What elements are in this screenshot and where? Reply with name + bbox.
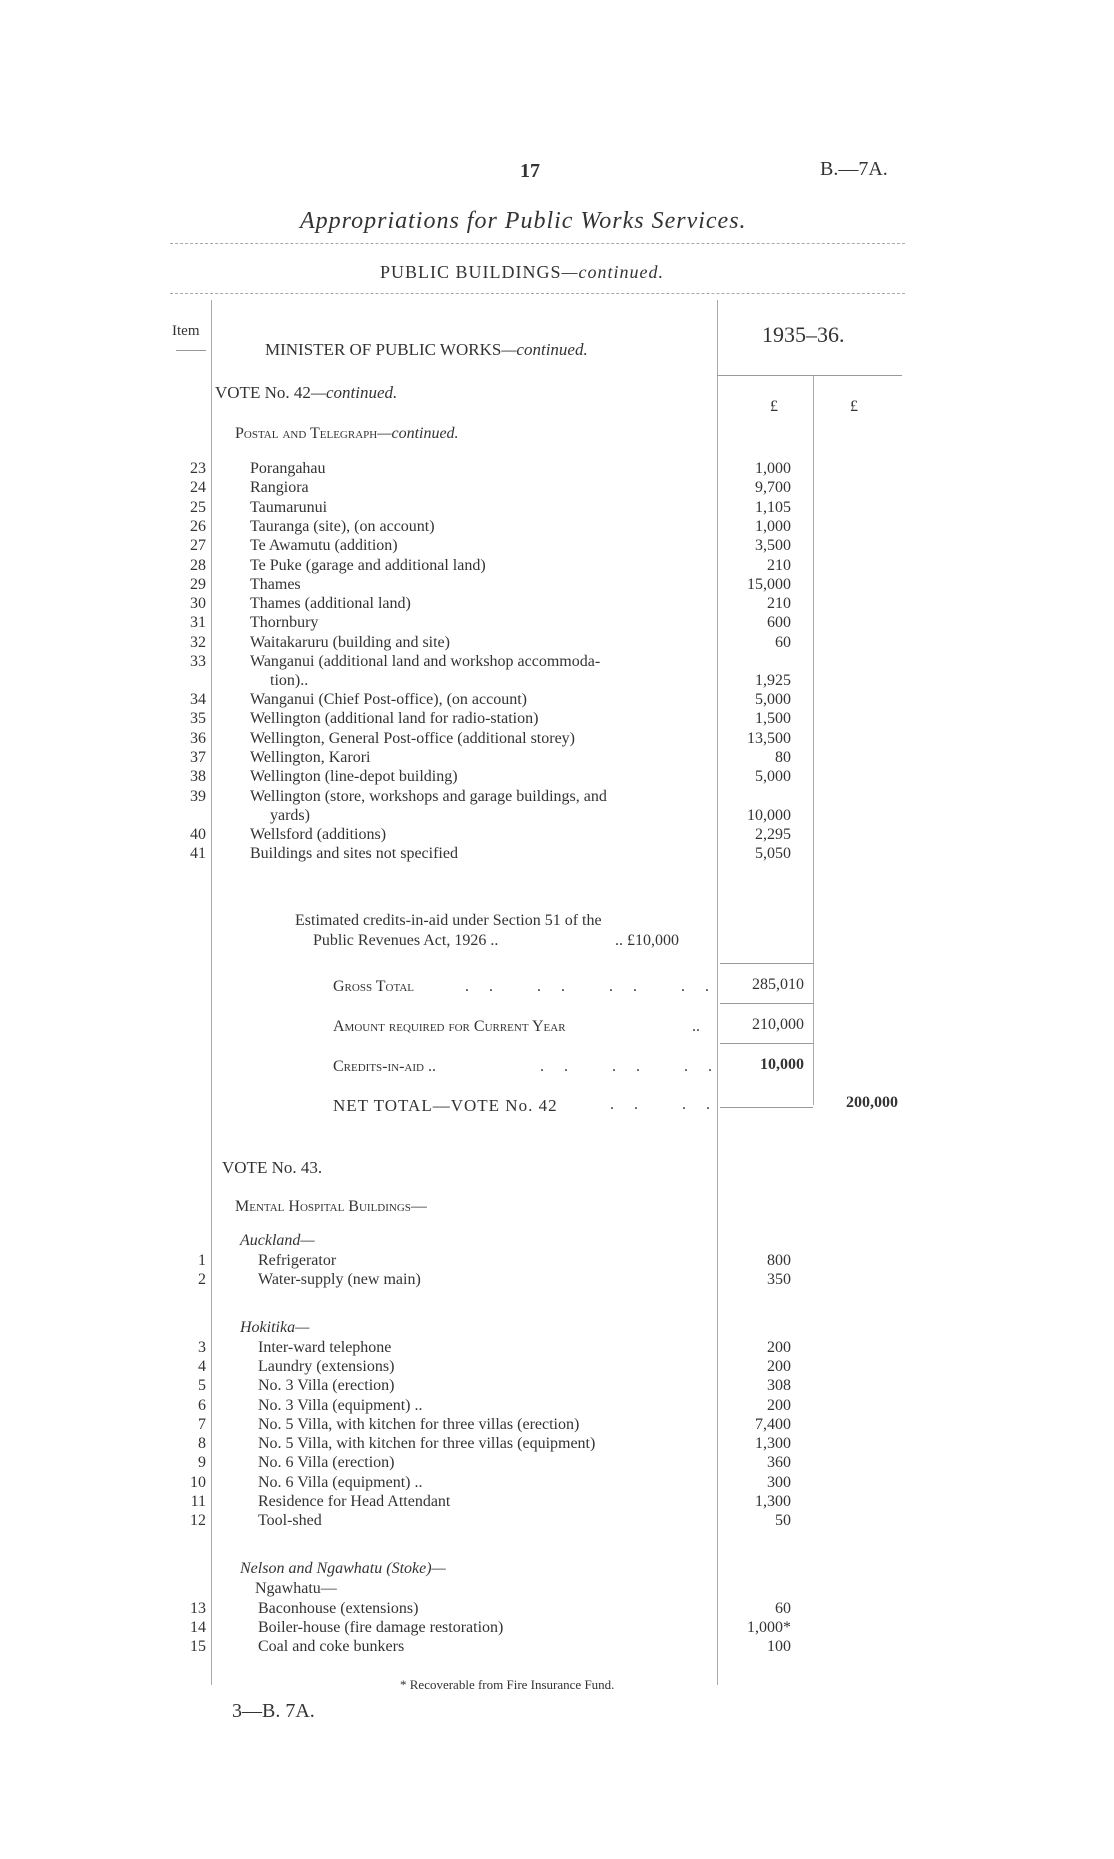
item-description: Water-supply (new main) [258, 1271, 421, 1289]
item-amount: 5,000 [755, 768, 791, 786]
item-amount: 50 [775, 1512, 791, 1530]
item-number: 12 [190, 1512, 206, 1530]
item-amount: 1,105 [755, 498, 791, 516]
item-description: No. 6 Villa (erection) [258, 1454, 395, 1472]
doc-reference: B.—7A. [820, 158, 888, 180]
postal-section-continued: —continued. [377, 425, 459, 442]
item-number: 3 [198, 1338, 206, 1356]
item-column-rule [211, 300, 212, 1685]
item-description: Rangiora [250, 479, 309, 497]
gross-total-label: Gross Total [333, 978, 415, 995]
item-amount: 1,300 [755, 1493, 791, 1510]
postal-section-heading [235, 425, 459, 443]
item-amount: 200 [767, 1338, 791, 1356]
item-header: Item [172, 323, 200, 339]
item-amount: 5,050 [755, 844, 791, 862]
item-number: 40 [190, 825, 206, 843]
item-amount: 80 [775, 748, 791, 766]
title-rule [170, 243, 905, 244]
credits-leaders: .. .. .. [540, 1058, 732, 1075]
item-number: 29 [190, 575, 206, 593]
item-amount: 10,000 [747, 806, 791, 824]
signature-mark: 3—B. 7A. [232, 1700, 315, 1722]
item-number: 15 [190, 1638, 206, 1656]
item-number: 4 [198, 1357, 206, 1375]
item-number: 30 [190, 595, 206, 613]
amount-required-leaders: .. [692, 1018, 700, 1035]
item-number: 14 [190, 1618, 206, 1636]
item-description: Buildings and sites not specified [250, 844, 458, 862]
item-amount: 100 [767, 1638, 791, 1656]
net-total-rule [720, 1107, 813, 1108]
credits-amount: 10,000 [760, 1056, 804, 1073]
item-number: 11 [190, 1493, 206, 1510]
item-description: No. 6 Villa (equipment) .. [258, 1473, 423, 1491]
item-description: Te Awamutu (addition) [250, 537, 398, 555]
net-total-amount: 200,000 [846, 1094, 898, 1111]
item-amount: 200 [767, 1396, 791, 1414]
item-number: 34 [190, 691, 206, 708]
item-number: 8 [198, 1435, 206, 1453]
item-amount: 60 [775, 1599, 791, 1617]
item-description: Thornbury [250, 614, 319, 632]
gross-total-leaders: .. .. .. .. [465, 978, 729, 995]
item-amount: 308 [767, 1377, 791, 1395]
item-amount: 1,000* [747, 1618, 791, 1636]
item-number: 37 [190, 748, 206, 766]
subtotal-column-rule [813, 375, 814, 1105]
item-description-continued: yards) [270, 806, 310, 824]
item-description: No. 3 Villa (erection) [258, 1377, 395, 1395]
item-description: Tauranga (site), (on account) [250, 517, 435, 535]
item-description: Baconhouse (extensions) [258, 1599, 419, 1617]
item-number: 28 [190, 556, 206, 574]
item-description: Coal and coke bunkers [258, 1638, 405, 1656]
vote-42-heading [215, 383, 397, 403]
credits-note-line-2: Public Revenues Act, 1926 .. [313, 932, 499, 949]
net-total-label: NET TOTAL—VOTE No. 42 [333, 1096, 558, 1115]
item-amount: 15,000 [747, 575, 791, 593]
item-amount: 1,000 [755, 460, 791, 477]
item-number: 9 [198, 1454, 206, 1472]
item-number: 23 [190, 460, 206, 477]
item-number: 33 [190, 653, 206, 670]
minister-heading [265, 340, 588, 360]
item-amount: 200 [767, 1357, 791, 1375]
item-amount: 5,000 [755, 691, 791, 708]
credits-label: Credits-in-aid .. [333, 1058, 436, 1075]
item-description: Laundry (extensions) [258, 1357, 395, 1375]
item-amount: 1,925 [755, 672, 791, 689]
vote-42-continued: —continued. [310, 383, 398, 402]
item-amount: 1,500 [755, 710, 791, 728]
currency-header-2: £ [850, 398, 858, 415]
year-header: 1935–36. [762, 322, 845, 347]
item-amount: 360 [767, 1454, 791, 1472]
item-number: 24 [190, 479, 206, 497]
credits-note-line-1: Estimated credits-in-aid under Section 51 of the [295, 912, 602, 929]
item-description: Wellington (additional land for radio-station) [250, 710, 539, 728]
item-number: 39 [190, 787, 206, 805]
subtitle-continued: —continued. [561, 262, 665, 282]
item-amount: 2,295 [755, 825, 791, 843]
item-amount: 1,300 [755, 1435, 791, 1453]
item-amount: 600 [767, 614, 791, 632]
item-number: 13 [190, 1599, 206, 1617]
item-number: 27 [190, 537, 206, 555]
group-heading: Hokitika— [240, 1318, 310, 1336]
footnote: * Recoverable from Fire Insurance Fund. [400, 1677, 615, 1692]
item-description: Inter-ward telephone [258, 1338, 392, 1356]
item-number: 1 [198, 1252, 206, 1269]
group-heading: Nelson and Ngawhatu (Stoke)— [240, 1559, 446, 1577]
gross-total-rule [720, 963, 813, 964]
item-description: No. 3 Villa (equipment) .. [258, 1396, 423, 1414]
item-amount: 3,500 [755, 537, 791, 555]
item-description: Wellington (store, workshops and garage buildings, and [250, 787, 607, 805]
item-number: 41 [190, 844, 206, 862]
item-description: Te Puke (garage and additional land) [250, 556, 486, 574]
minister-continued: —continued. [501, 340, 588, 359]
amount-required-rule [720, 1003, 813, 1004]
item-description: No. 5 Villa, with kitchen for three villas (equipment) [258, 1435, 596, 1453]
subtitle-rule [170, 293, 905, 294]
item-number: 6 [198, 1396, 206, 1414]
page-title: Appropriations for Public Works Services. [300, 208, 747, 234]
item-number: 36 [190, 729, 206, 747]
item-description: Wellington, General Post-office (additional storey) [250, 729, 575, 747]
amount-required-amount: 210,000 [752, 1016, 804, 1033]
item-amount: 7,400 [755, 1415, 791, 1433]
item-number: 2 [198, 1271, 206, 1289]
item-description: Wellsford (additions) [250, 825, 387, 843]
item-amount: 210 [767, 556, 791, 574]
item-description: Taumarunui [250, 498, 328, 516]
net-total-leaders: .. .. [610, 1096, 730, 1113]
vote-43-heading: VOTE No. 43. [222, 1158, 323, 1177]
item-amount: 60 [775, 633, 791, 651]
item-number: 7 [198, 1415, 206, 1433]
amount-header-rule [717, 375, 902, 376]
item-description: Wellington, Karori [250, 748, 371, 766]
subgroup-heading: Ngawhatu— [255, 1579, 337, 1597]
item-number: 10 [190, 1473, 206, 1491]
page-number: 17 [520, 160, 540, 182]
item-amount: 13,500 [747, 729, 791, 747]
item-number: 31 [190, 614, 206, 632]
item-description: Tool-shed [258, 1512, 322, 1530]
currency-header-1: £ [770, 398, 778, 415]
group-heading: Auckland— [240, 1232, 315, 1249]
item-description: Waitakaruru (building and site) [250, 633, 450, 651]
minister-main: MINISTER OF PUBLIC WORKS [265, 340, 502, 359]
credits-note-amount: .. £10,000 [615, 932, 679, 949]
item-amount: 9,700 [755, 479, 791, 497]
item-description: Wanganui (additional land and workshop accommoda- [250, 653, 601, 670]
item-description: Thames [250, 575, 301, 593]
item-description: Residence for Head Attendant [258, 1493, 451, 1510]
postal-section-main: Postal and Telegraph [235, 425, 378, 442]
item-description: Wellington (line-depot building) [250, 768, 458, 786]
item-amount: 1,000 [755, 517, 791, 535]
item-number: 32 [190, 633, 206, 651]
mental-hospital-heading: Mental Hospital Buildings— [235, 1198, 427, 1215]
item-amount: 800 [767, 1252, 791, 1269]
item-number: 35 [190, 710, 206, 728]
item-amount: 300 [767, 1473, 791, 1491]
credits-rule [720, 1043, 813, 1044]
item-header-rule [176, 350, 206, 351]
item-description-continued: tion).. [270, 672, 309, 689]
item-description: No. 5 Villa, with kitchen for three villas (erection) [258, 1415, 580, 1433]
item-amount: 210 [767, 595, 791, 613]
item-description: Thames (additional land) [250, 595, 411, 613]
item-description: Wanganui (Chief Post-office), (on account) [250, 691, 527, 708]
item-number: 38 [190, 768, 206, 786]
item-description: Boiler-house (fire damage restoration) [258, 1618, 504, 1636]
item-amount: 350 [767, 1271, 791, 1289]
subtitle-main: PUBLIC BUILDINGS [380, 262, 562, 282]
item-description: Porangahau [250, 460, 326, 477]
item-description: Refrigerator [258, 1252, 337, 1269]
amount-required-label: Amount required for Current Year [333, 1018, 566, 1035]
gross-total-amount: 285,010 [752, 976, 804, 993]
item-number: 25 [190, 498, 206, 516]
section-subtitle [380, 262, 664, 283]
item-number: 5 [198, 1377, 206, 1395]
vote-42-main: VOTE No. 42 [215, 383, 311, 402]
item-number: 26 [190, 517, 206, 535]
